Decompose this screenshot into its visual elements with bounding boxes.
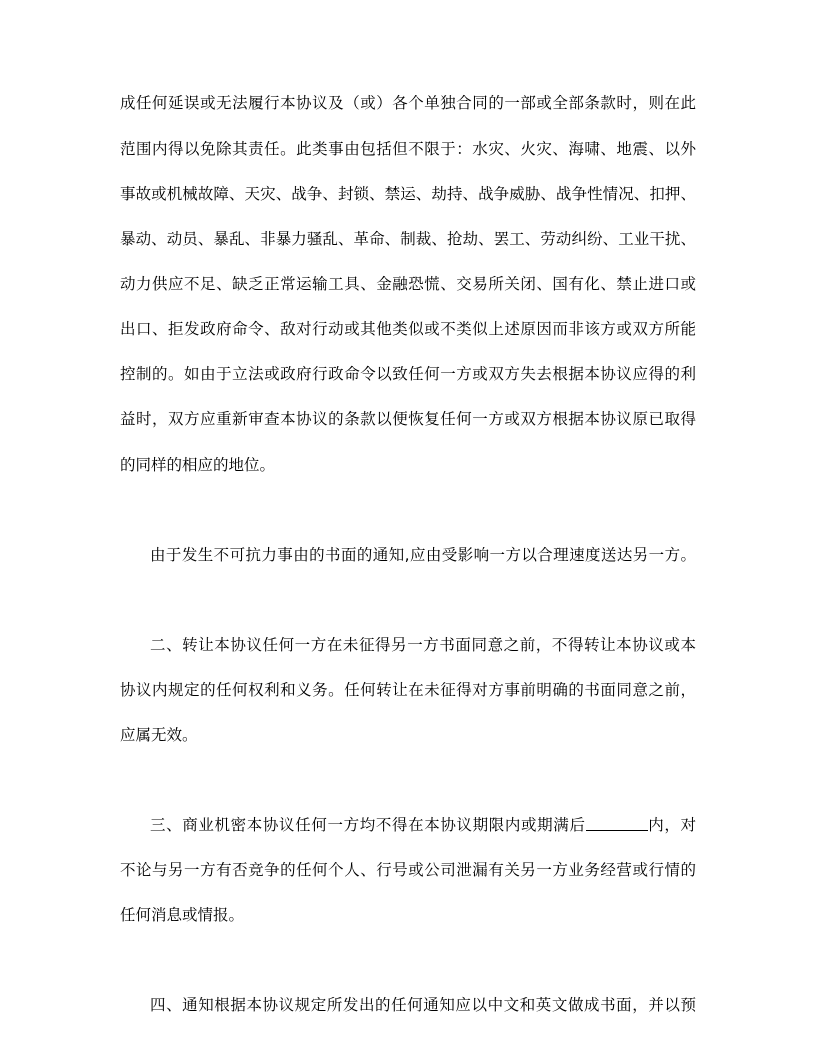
section-two-line-3: 应属无效。	[120, 726, 198, 744]
force-majeure-line-6: 出口、拒发政府命令、敌对行动或其他类似或不类似上述原因而非该方或双方所能	[120, 320, 696, 338]
section-three-text-after-blank: 内，对	[647, 816, 696, 834]
force-majeure-line-7: 控制的。如由于立法或政府行政命令以致任何一方或双方失去根据本协议应得的利	[120, 365, 696, 383]
section-three-line-3: 任何消息或情报。	[120, 906, 245, 924]
force-majeure-line-4: 暴动、动员、暴乱、非暴力骚乱、革命、制裁、抢劫、罢工、劳动纠纷、工业干扰、	[120, 230, 696, 248]
force-majeure-line-3: 事故或机械故障、天灾、战争、封锁、禁运、劫持、战争威胁、战争性情况、扣押、	[120, 185, 696, 203]
section-three-line-2: 不论与另一方有否竞争的任何个人、行号或公司泄漏有关另一方业务经营或行情的	[120, 861, 696, 879]
section-four-line-1: 四、通知根据本协议规定所发出的任何通知应以中文和英文做成书面，并以预	[150, 996, 696, 1014]
force-majeure-line-8: 益时，双方应重新审查本协议的条款以便恢复任何一方或双方根据本协议原已取得	[120, 410, 696, 428]
fill-in-blank	[586, 815, 648, 831]
force-majeure-line-1: 成任何延误或无法履行本协议及（或）各个单独合同的一部或全部条款时，则在此	[120, 94, 696, 112]
section-two-line-1: 二、转让本协议任何一方在未征得另一方书面同意之前，不得转让本协议或本	[150, 636, 696, 654]
notice-line-1: 由于发生不可抗力事由的书面的通知,应由受影响一方以合理速度送达另一方。	[150, 546, 696, 564]
force-majeure-line-2: 范围内得以免除其责任。此类事由包括但不限于：水灾、火灾、海啸、地震、以外	[120, 140, 696, 158]
force-majeure-line-5: 动力供应不足、缺乏正常运输工具、金融恐慌、交易所关闭、国有化、禁止进口或	[120, 275, 696, 293]
section-two-line-2: 协议内规定的任何权利和义务。任何转让在未征得对方事前明确的书面同意之前，	[120, 681, 696, 699]
section-three-text-before-blank: 三、商业机密本协议任何一方均不得在本协议期限内或期满后	[150, 816, 586, 834]
force-majeure-line-9: 的同样的相应的地位。	[120, 456, 276, 474]
section-three-line-1	[150, 813, 696, 837]
